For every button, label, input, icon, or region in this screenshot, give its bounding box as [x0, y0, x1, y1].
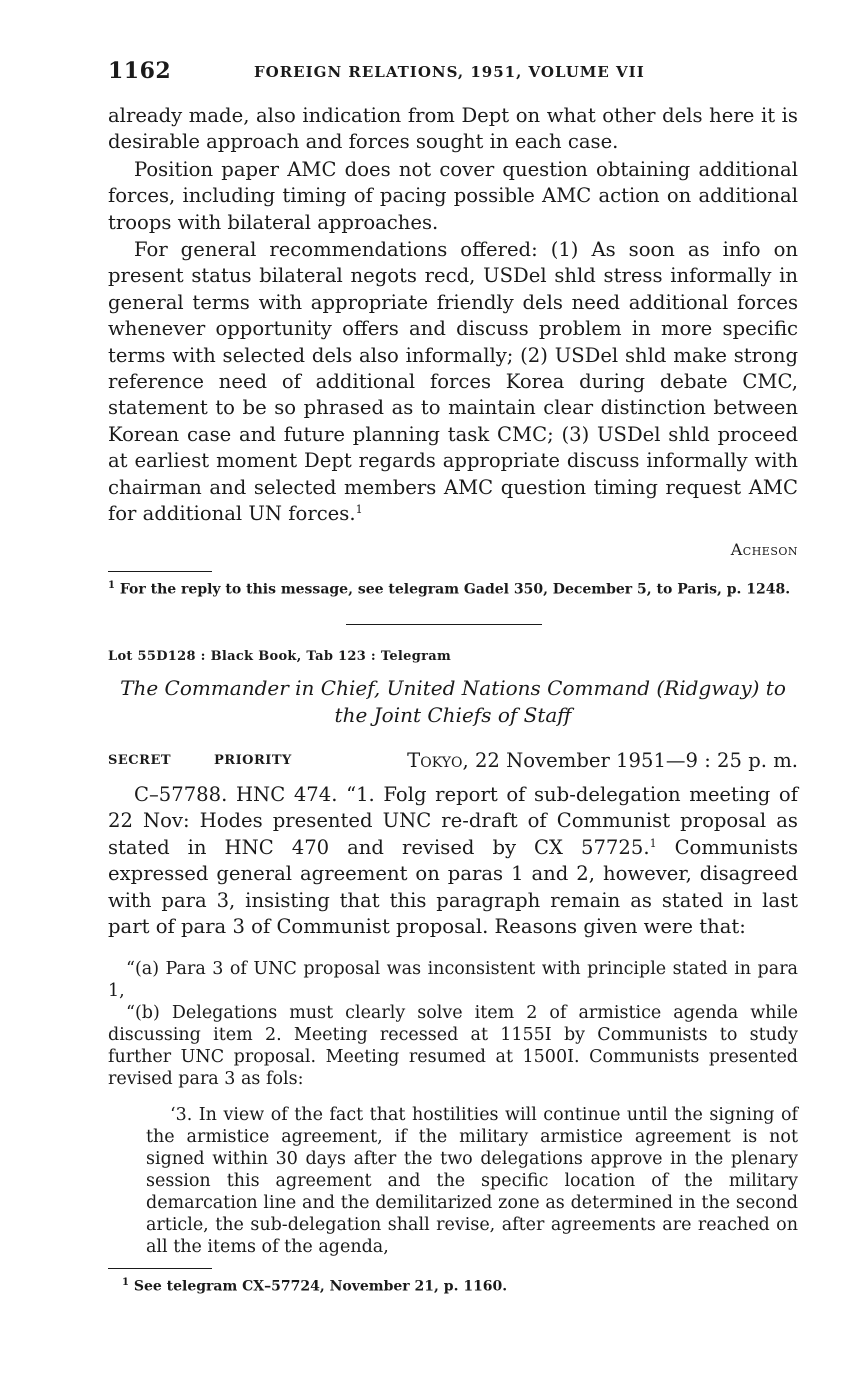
quote-a: “(a) Para 3 of UNC proposal was inconsistent with principle stated in para 1, — [108, 959, 798, 1001]
page-number: 1162 — [108, 58, 172, 84]
prev-paragraph-3-text: For general recommendations offered: (1) As soon as info on present status bilateral negots recd, USDel shld stress informally in general terms with appropriate friendly dels need additional forces whenever opportunity offers and discuss problem in more specific terms with selected dels also informally; (2) USDel shld make strong reference need of additional forces Korea during debate CMC, statement to be so phrased as to maintain clear distinction between Korean case and future planning task CMC; (3) USDel shld proceed at earliest moment Dept regards appropriate discuss informally with chairman and selected members AMC question timing request AMC for additional UN forces. — [108, 238, 798, 526]
prev-paragraph-3 — [108, 237, 798, 527]
footnote-rule — [108, 571, 212, 572]
signature: Acheson — [730, 540, 798, 559]
prev-paragraph-1: already made, also indication from Dept on what other dels here it is desirable approach and forces sought in each case. — [108, 104, 798, 154]
document-separator — [346, 624, 542, 625]
footnote-prev — [108, 577, 798, 599]
document-title-line-1: The Commander in Chief, United Nations Command (Ridgway) to — [120, 676, 786, 700]
quote-b: “(b) Delegations must clearly solve item 2 of armistice agenda while discussing item 2. Meeting recessed at 1155I by Communists to study further UNC proposal. Meeting resumed at 1500I. Communists presented revised para 3 as fols: — [108, 1003, 798, 1089]
footnote-rule — [108, 1268, 212, 1269]
document-title — [108, 675, 798, 729]
document-title-line-2: the Joint Chiefs of Staff — [334, 703, 572, 727]
footnote-ref: 1 — [355, 503, 363, 517]
running-head: FOREIGN RELATIONS, 1951, VOLUME VII — [254, 63, 645, 81]
footnote-mark: 1 — [122, 1277, 129, 1288]
footnote-mark: 1 — [108, 580, 115, 591]
dateline-date: 22 November 1951—9 : 25 p. m. — [474, 749, 798, 772]
classification-line — [108, 749, 798, 775]
footnote-ref: 1 — [649, 836, 657, 850]
document-paragraph-1 — [108, 782, 798, 940]
dateline-place: Tokyo, — [407, 749, 469, 772]
document-paragraph-1-text: C–57788. HNC 474. “1. Folg report of sub-delegation meeting of 22 Nov: Hodes presented UNC re-draft of Communist proposal as stated in HNC 470 and revised by CX 57725. — [108, 783, 798, 859]
footnote-text: See telegram CX–57724, November 21, p. 1160. — [133, 1278, 508, 1295]
source-line: Lot 55D128 : Black Book, Tab 123 : Telegram — [108, 649, 452, 664]
footnote-document — [122, 1274, 798, 1296]
document-paragraph-1-cont: Communists expressed general agreement on paras 1 and 2, however, disagreed with para 3, insisting that this paragraph remain as stated in last part of para 3 of Communist proposal. Reasons given were that: — [108, 835, 798, 939]
page-header — [108, 58, 798, 88]
dateline — [407, 749, 798, 772]
classification: SECRET — [108, 753, 172, 768]
prev-paragraph-2: Position paper AMC does not cover question obtaining additional forces, including timing of pacing possible AMC action on additional troops with bilateral approaches. — [108, 158, 798, 234]
quote-para-3: ‘3. In view of the fact that hostilities will continue until the signing of the armistice agreement, if the military armistice agreement is not signed within 30 days after the two delegations approve in the plenary session this agreement and the specific location of the military demarcation line and the demilitarized zone as determined in the second article, the sub-delegation shall revise, after agreements are reached on all the items of the agenda, — [146, 1105, 798, 1257]
footnote-text: For the reply to this message, see telegram Gadel 350, December 5, to Paris, p. 1248. — [119, 581, 791, 598]
precedence: PRIORITY — [214, 753, 292, 768]
